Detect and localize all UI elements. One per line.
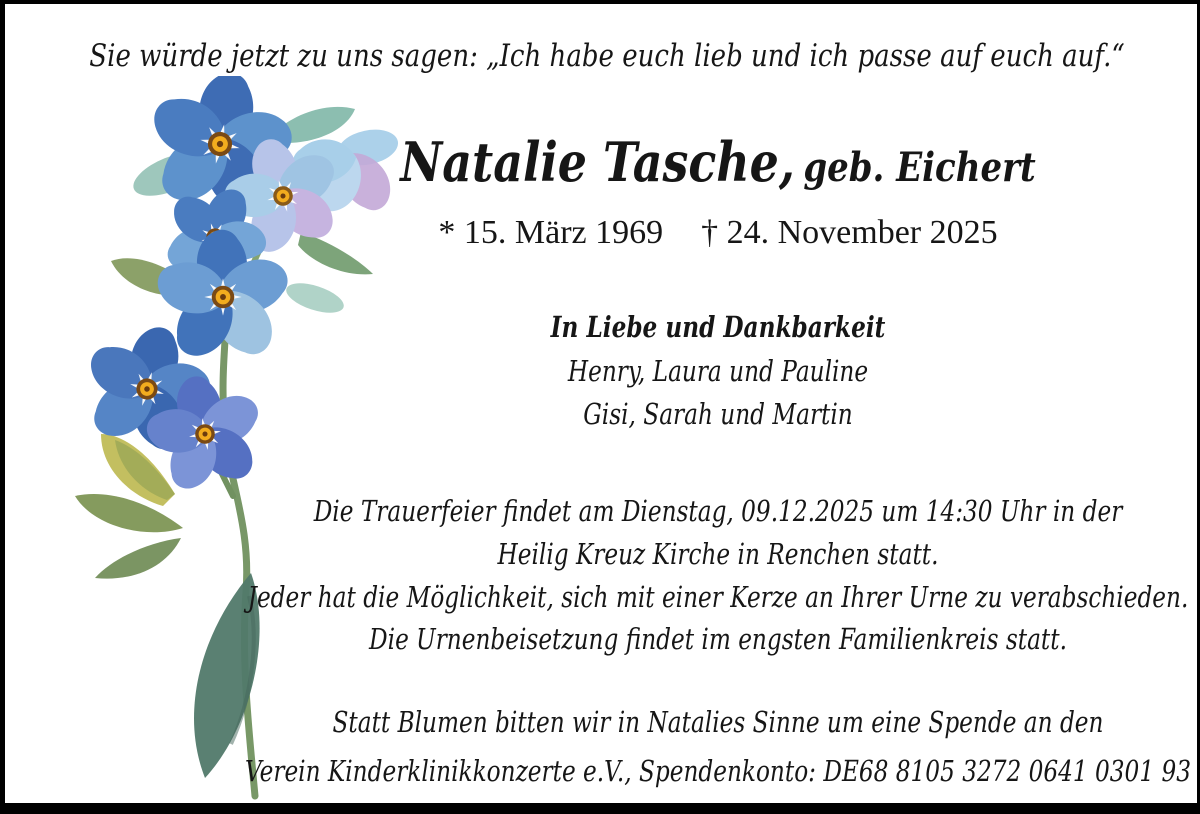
family-line-2: Gisi, Sarah und Martin [583, 397, 853, 431]
name-line [400, 130, 1035, 194]
service-line-3: Jeder hat die Möglichkeit, sich mit einer Kerze an Ihrer Urne zu verabschieden. [247, 580, 1189, 614]
closing-line: In Liebe und Dankbarkeit [550, 310, 886, 344]
service-line-2: Heilig Kreuz Kirche in Renchen statt. [497, 537, 939, 571]
quote-line: Sie würde jetzt zu uns sagen: „Ich habe euch lieb und ich passe auf euch auf.“ [89, 38, 1125, 74]
service-line-4: Die Urnenbeisetzung findet im engsten Familienkreis statt. [369, 622, 1067, 656]
deceased-name: Natalie Tasche, [400, 130, 795, 194]
maiden-name: geb. Eichert [803, 144, 1036, 191]
death-date: † 24. November 2025 [701, 214, 998, 251]
service-line-1: Die Trauerfeier findet am Dienstag, 09.12.2025 um 14:30 Uhr in der [313, 494, 1123, 528]
birth-date: * 15. März 1969 [438, 214, 664, 251]
forget-me-not-illustration [53, 76, 398, 801]
donation-line-2: Verein Kinderklinikkonzerte e.V., Spendenkonto: DE68 8105 3272 0641 0301 93 [245, 754, 1191, 788]
dates-line [438, 214, 997, 252]
family-line-1: Henry, Laura und Pauline [567, 354, 869, 388]
donation-line-1: Statt Blumen bitten wir in Natalies Sinne um eine Spende an den [332, 705, 1104, 739]
